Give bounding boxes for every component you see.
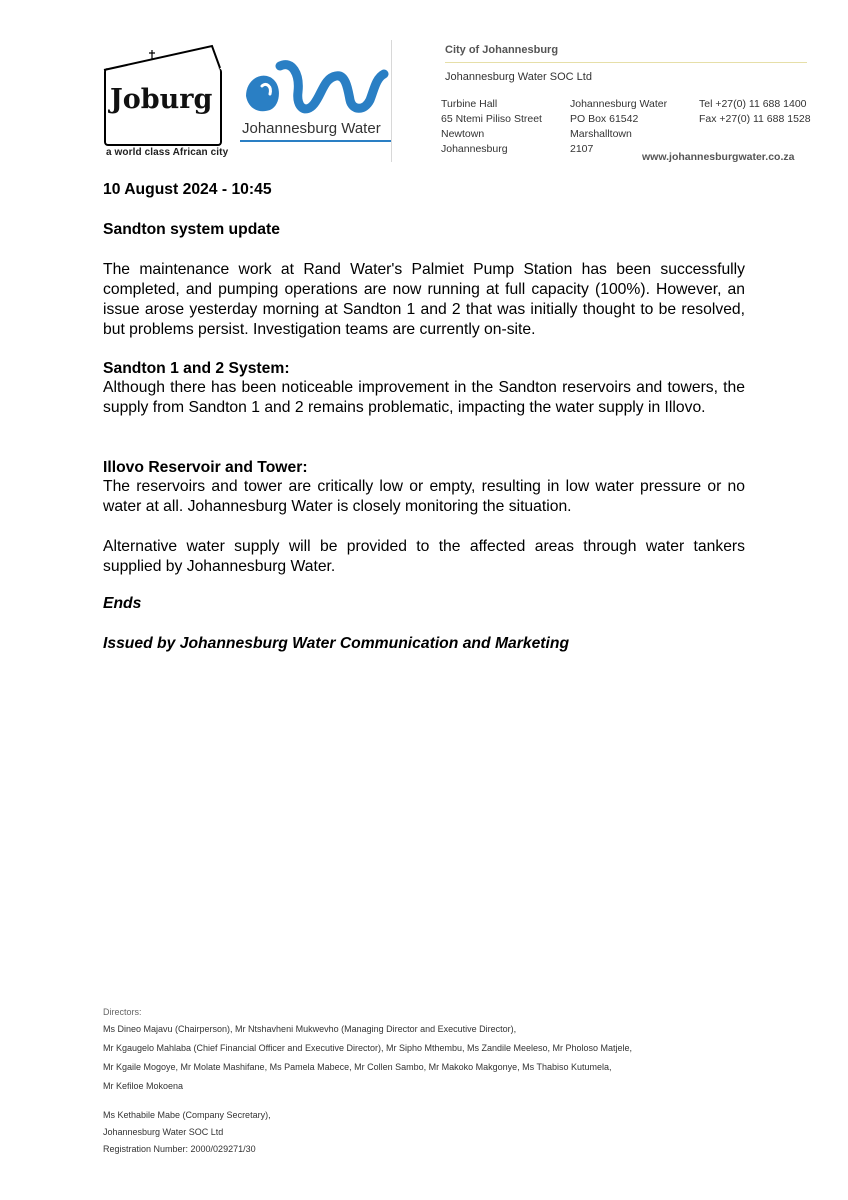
paragraph-alternative-supply: Alternative water supply will be provided to the affected areas through water tankers supplied by Johannesburg Water. xyxy=(103,538,745,575)
issued-by: Issued by Johannesburg Water Communication and Marketing xyxy=(103,635,570,652)
header-rule xyxy=(445,62,807,63)
address-line: Johannesburg xyxy=(441,143,508,155)
joburg-wordmark: Joburg xyxy=(110,84,213,115)
company-secretary-block xyxy=(103,1109,271,1160)
water-wave-icon xyxy=(240,56,392,120)
address-line: Turbine Hall xyxy=(441,98,498,110)
ends-marker: Ends xyxy=(103,595,142,612)
section-heading-sandton: Sandton 1 and 2 System: xyxy=(103,360,290,377)
directors-line: Ms Dineo Majavu (Chairperson), Mr Ntshavheni Mukwevho (Managing Director and Executive Director), xyxy=(103,1024,517,1034)
paragraph-sandton: Although there has been noticeable improvement in the Sandton reservoirs and towers, the supply from Sandton 1 and 2 remains problematic, impacting the water supply in Illovo. xyxy=(103,379,745,416)
address-line: Johannesburg Water xyxy=(570,98,668,110)
address-line: Newtown xyxy=(441,128,485,140)
jw-logo-name: Johannesburg Water xyxy=(242,120,381,137)
directors-line: Mr Kefiloe Mokoena xyxy=(103,1081,184,1091)
directors-label: Directors: xyxy=(103,1007,142,1017)
contact-numbers xyxy=(699,97,811,127)
address-line: Marshalltown xyxy=(570,128,632,140)
jw-logo-underline xyxy=(240,140,392,142)
letterhead-logos xyxy=(94,40,394,162)
website-link[interactable]: www.johannesburgwater.co.za xyxy=(642,151,795,163)
physical-address xyxy=(441,97,542,157)
company-name: Johannesburg Water SOC Ltd xyxy=(445,71,592,83)
subject-heading: Sandton system update xyxy=(103,221,280,238)
postal-address xyxy=(570,97,667,157)
logo-divider xyxy=(391,40,392,162)
phone-number: Tel +27(0) 11 688 1400 xyxy=(699,98,807,110)
directors-line: Mr Kgaile Mogoye, Mr Molate Mashifane, Ms Pamela Mabece, Mr Collen Sambo, Mr Makoko Makgonye, Ms Thabiso Kutumela, xyxy=(103,1062,612,1072)
dateline: 10 August 2024 - 10:45 xyxy=(103,181,272,198)
paragraph-intro: The maintenance work at Rand Water's Palmiet Pump Station has been successfully completed, and pumping operations are now running at full capacity (100%). However, an issue arose yesterday morning at Sandton 1 and 2 that was initially thought to be resolved, but problems persist. Investigation teams are currently on-site. xyxy=(103,261,745,338)
fax-number: Fax +27(0) 11 688 1528 xyxy=(699,113,811,125)
secretary-line: Ms Kethabile Mabe (Company Secretary), xyxy=(103,1110,271,1120)
secretary-line: Johannesburg Water SOC Ltd xyxy=(103,1127,224,1137)
registration-number: Registration Number: 2000/029271/30 xyxy=(103,1144,256,1154)
section-heading-illovo: Illovo Reservoir and Tower: xyxy=(103,459,308,476)
address-line: 65 Ntemi Piliso Street xyxy=(441,113,542,125)
address-line: 2107 xyxy=(570,143,594,155)
directors-line: Mr Kgaugelo Mahlaba (Chief Financial Officer and Executive Director), Mr Sipho Mthembu, Ms Zandile Meeleso, Mr Pholoso Matjele, xyxy=(103,1043,633,1053)
directors-list xyxy=(103,1023,632,1099)
paragraph-illovo: The reservoirs and tower are critically low or empty, resulting in low water pressure or no water at all. Johannesburg Water is closely monitoring the situation. xyxy=(103,478,745,515)
address-line: PO Box 61542 xyxy=(570,113,639,125)
organisation-name: City of Johannesburg xyxy=(445,44,559,56)
joburg-tagline: a world class African city xyxy=(106,147,229,158)
